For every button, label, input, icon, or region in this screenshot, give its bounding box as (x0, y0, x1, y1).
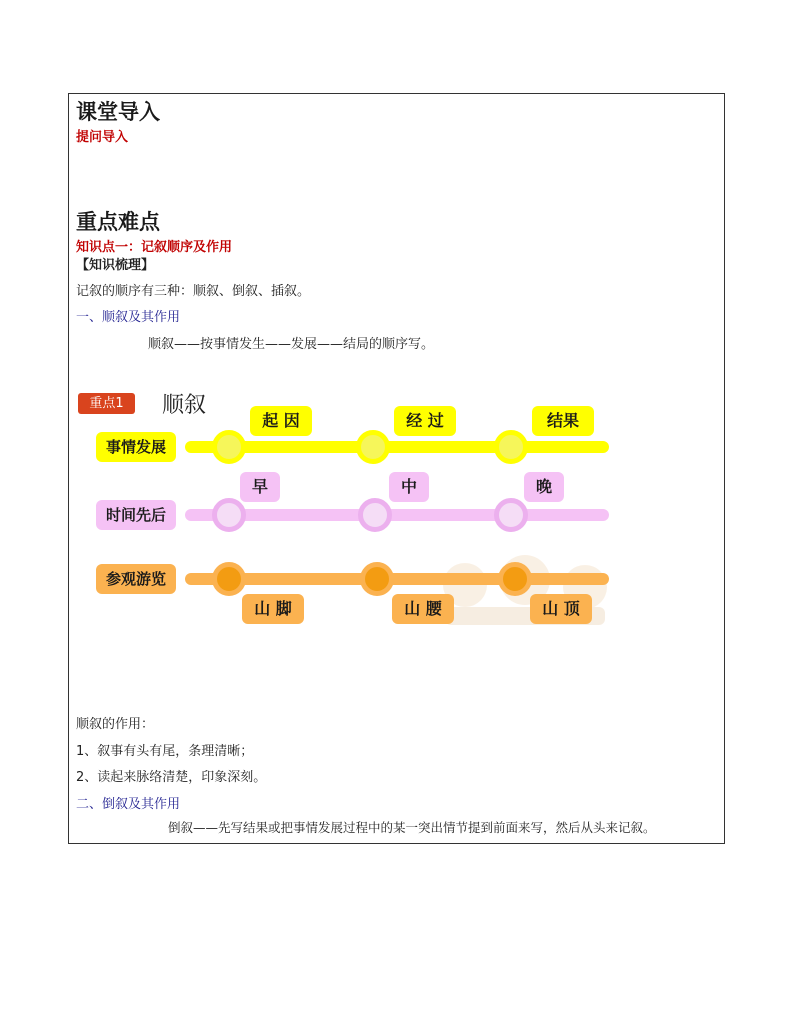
tag-top: 山 顶 (530, 594, 592, 624)
tag-result: 结果 (532, 406, 594, 436)
node-visit-1 (212, 562, 246, 596)
track-time (185, 509, 609, 521)
knowledge-point-title: 知识点一：记叙顺序及作用 (76, 240, 233, 255)
tag-waist: 山 腰 (392, 594, 454, 624)
definition-shunxu: 顺叙——按事情发生——发展——结局的顺序写。 (148, 337, 435, 352)
intro-text: 记叙的顺序有三种：顺叙、倒叙、插叙。 (76, 284, 311, 299)
section-title-key: 重点难点 (76, 209, 160, 234)
track-events (185, 441, 609, 453)
section-title-intro: 课堂导入 (76, 99, 160, 124)
tag-early: 早 (240, 472, 280, 502)
effect-item-2: 2、读起来脉络清楚，印象深刻。 (76, 770, 267, 785)
tag-middle: 中 (389, 472, 429, 502)
node-events-3 (494, 430, 528, 464)
row-label-time: 时间先后 (96, 500, 176, 530)
effect-item-1: 1、叙事有头有尾，条理清晰； (76, 744, 254, 759)
node-events-2 (356, 430, 390, 464)
badge-key1: 重点1 (78, 393, 135, 414)
heading-daoxu: 二、倒叙及其作用 (76, 797, 181, 812)
tag-process: 经 过 (394, 406, 456, 436)
node-time-3 (494, 498, 528, 532)
sort-label: 【知识梳理】 (76, 258, 155, 273)
heading-shunxu: 一、顺叙及其作用 (76, 310, 181, 325)
content-frame (68, 93, 725, 844)
subtitle-intro: 提问导入 (76, 130, 129, 145)
tag-foot: 山 脚 (242, 594, 304, 624)
effect-title: 顺叙的作用： (76, 717, 155, 732)
node-visit-3 (498, 562, 532, 596)
node-events-1 (212, 430, 246, 464)
row-label-visit: 参观游览 (96, 564, 176, 594)
row-label-events: 事情发展 (96, 432, 176, 462)
track-visit (185, 573, 609, 585)
diagram-title: 顺叙 (162, 393, 207, 418)
tag-late: 晚 (524, 472, 564, 502)
node-visit-2 (360, 562, 394, 596)
node-time-1 (212, 498, 246, 532)
definition-daoxu: 倒叙——先写结果或把事情发展过程中的某一突出情节提到前面来写，然后从头来记叙。 (168, 820, 656, 835)
tag-cause: 起 因 (250, 406, 312, 436)
node-time-2 (358, 498, 392, 532)
